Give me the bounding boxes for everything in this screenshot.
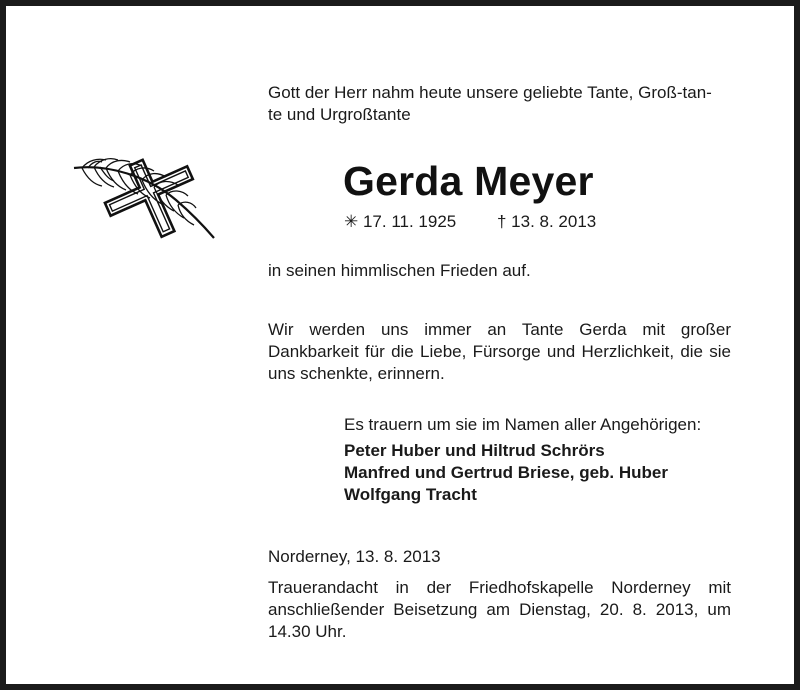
cross-with-palm-branch-icon [68, 154, 218, 242]
mourner-name: Manfred und Gertrud Briese, geb. Huber [344, 463, 668, 482]
mourner-name: Peter Huber und Hiltrud Schrörs [344, 441, 605, 460]
birth-date: ✳ 17. 11. 1925 [344, 212, 457, 231]
mourners-intro: Es trauern um sie im Namen aller Angehörigen: [344, 415, 702, 434]
mourners-block [344, 414, 701, 506]
deceased-name: Gerda Meyer [343, 158, 594, 204]
place-and-date: Norderney, 13. 8. 2013 [268, 547, 441, 566]
intro-line-1: Gott der Herr nahm heute unsere geliebte Tante, Groß-tan- [268, 83, 712, 102]
peace-line: in seinen himmlischen Frieden auf. [268, 261, 531, 280]
mourner-name: Wolfgang Tracht [344, 485, 477, 504]
gratitude-text: Wir werden uns immer an Tante Gerda mit großer Dankbarkeit für die Liebe, Fürsorge und Herzlichkeit, die sie uns schenkte, erinnern. [268, 320, 731, 383]
intro-text [268, 82, 731, 126]
death-date: † 13. 8. 2013 [497, 212, 597, 231]
intro-line-2: te und Urgroßtante [268, 105, 411, 124]
service-details: Trauerandacht in der Friedhofskapelle Norderney mit anschließender Beisetzung am Dienstag, 20. 8. 2013, um 14.30 Uhr. [268, 578, 731, 641]
